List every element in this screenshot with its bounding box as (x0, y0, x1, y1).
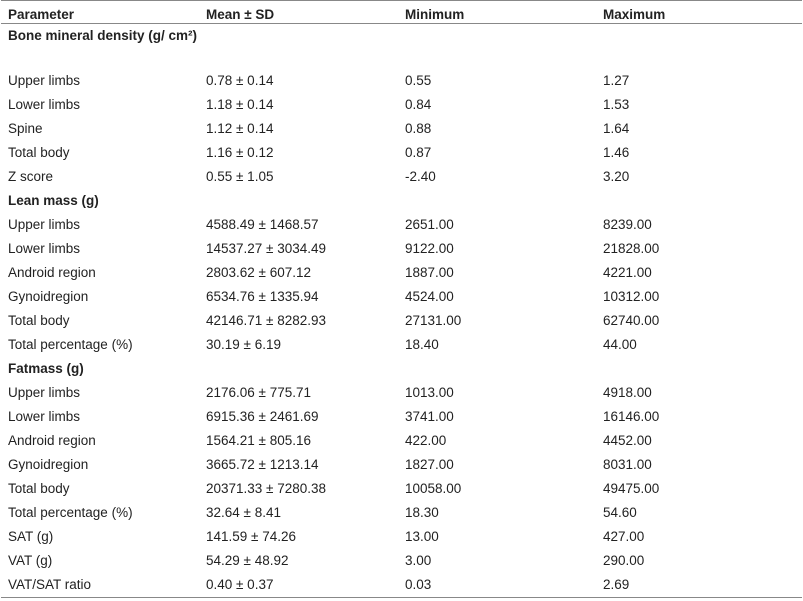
cell-parameter: Total percentage (%) (8, 337, 133, 352)
cell-mean-sd: 4588.49 ± 1468.57 (206, 217, 319, 232)
table-row (1, 501, 802, 525)
cell-parameter: Gynoidregion (8, 457, 89, 472)
cell-maximum: 4221.00 (603, 265, 652, 280)
empty-cell (199, 357, 398, 381)
cell-mean-sd: 6534.76 ± 1335.94 (206, 289, 319, 304)
cell-parameter: Gynoidregion (8, 289, 89, 304)
body-composition-table (1, 0, 802, 598)
cell-maximum: 8239.00 (603, 217, 652, 232)
cell-maximum: 16146.00 (603, 409, 660, 424)
table-body (1, 24, 802, 598)
cell-minimum: 0.55 (405, 73, 432, 88)
empty-cell (596, 24, 802, 70)
cell-parameter: Lower limbs (8, 409, 81, 424)
cell-mean-sd: 1.16 ± 0.12 (206, 145, 274, 160)
header-mean-sd: Mean ± SD (199, 1, 398, 24)
cell-maximum: 49475.00 (603, 481, 660, 496)
cell-mean-sd: 1.18 ± 0.14 (206, 97, 274, 112)
cell-parameter: SAT (g) (8, 529, 54, 544)
cell-mean-sd: 20371.33 ± 7280.38 (206, 481, 327, 496)
table-row (1, 309, 802, 333)
empty-cell (199, 24, 398, 70)
cell-maximum: 290.00 (603, 553, 645, 568)
cell-parameter: Android region (8, 433, 96, 448)
table-row (1, 525, 802, 549)
table-row (1, 333, 802, 357)
cell-mean-sd: 0.40 ± 0.37 (199, 573, 398, 598)
cell-parameter: Lower limbs (8, 97, 81, 112)
cell-mean-sd: 6915.36 ± 2461.69 (206, 409, 319, 424)
table-row (1, 285, 802, 309)
cell-minimum: 0.88 (405, 121, 432, 136)
cell-mean-sd: 14537.27 ± 3034.49 (206, 241, 327, 256)
cell-maximum: 1.27 (603, 73, 630, 88)
cell-maximum: 8031.00 (603, 457, 652, 472)
cell-maximum: 54.60 (603, 505, 637, 520)
cell-minimum: 3.00 (405, 553, 432, 568)
cell-minimum: -2.40 (405, 169, 436, 184)
cell-maximum: 4918.00 (603, 385, 652, 400)
cell-maximum: 1.46 (603, 145, 630, 160)
cell-maximum: 3.20 (603, 169, 630, 184)
table-row (1, 405, 802, 429)
table-row (1, 93, 802, 117)
group-title: Lean mass (g) (8, 193, 99, 208)
cell-parameter: Total body (8, 481, 70, 496)
cell-mean-sd: 0.55 ± 1.05 (206, 169, 274, 184)
cell-mean-sd: 1564.21 ± 805.16 (206, 433, 312, 448)
header-row (1, 1, 802, 24)
cell-parameter: Upper limbs (8, 385, 81, 400)
cell-minimum: 0.87 (405, 145, 432, 160)
table-row (1, 573, 802, 598)
cell-minimum: 13.00 (405, 529, 439, 544)
cell-parameter: Upper limbs (8, 73, 81, 88)
cell-mean-sd: 2803.62 ± 607.12 (206, 265, 312, 280)
cell-minimum: 18.30 (405, 505, 439, 520)
header-minimum: Minimum (398, 1, 596, 24)
empty-cell (199, 189, 398, 213)
cell-maximum: 21828.00 (603, 241, 660, 256)
cell-maximum: 1.53 (603, 97, 630, 112)
table-row (1, 117, 802, 141)
cell-maximum: 427.00 (603, 529, 645, 544)
group-title: Bone mineral density (g/ cm²) (8, 28, 198, 43)
cell-parameter: Z score (8, 169, 54, 184)
cell-mean-sd: 0.78 ± 0.14 (206, 73, 274, 88)
cell-minimum: 18.40 (405, 337, 439, 352)
table-row (1, 237, 802, 261)
empty-cell (398, 24, 596, 70)
cell-minimum: 1013.00 (405, 385, 454, 400)
cell-mean-sd: 2176.06 ± 775.71 (206, 385, 312, 400)
header-parameter: Parameter (1, 1, 199, 24)
cell-minimum: 3741.00 (405, 409, 454, 424)
cell-parameter: Total body (8, 313, 70, 328)
cell-minimum: 4524.00 (405, 289, 454, 304)
header-maximum: Maximum (596, 1, 802, 24)
cell-minimum: 1887.00 (405, 265, 454, 280)
cell-minimum: 9122.00 (405, 241, 454, 256)
cell-parameter: VAT (g) (8, 553, 53, 568)
cell-maximum: 44.00 (603, 337, 637, 352)
cell-parameter: Spine (8, 121, 43, 136)
cell-maximum: 62740.00 (603, 313, 660, 328)
group-header-row (1, 24, 802, 70)
cell-mean-sd: 3665.72 ± 1213.14 (206, 457, 319, 472)
table-row (1, 261, 802, 285)
cell-mean-sd: 42146.71 ± 8282.93 (206, 313, 327, 328)
cell-mean-sd: 32.64 ± 8.41 (206, 505, 281, 520)
cell-parameter: Total percentage (%) (8, 505, 133, 520)
group-header-row (1, 189, 802, 213)
cell-parameter: Upper limbs (8, 217, 81, 232)
cell-maximum: 10312.00 (603, 289, 660, 304)
cell-maximum: 2.69 (596, 573, 802, 598)
group-title: Fatmass (g) (8, 361, 84, 376)
cell-parameter: Total body (8, 145, 70, 160)
table-row (1, 381, 802, 405)
table-row (1, 213, 802, 237)
empty-cell (398, 189, 596, 213)
cell-minimum: 422.00 (405, 433, 447, 448)
table-row (1, 549, 802, 573)
table-row (1, 477, 802, 501)
table-row (1, 165, 802, 189)
empty-cell (596, 189, 802, 213)
cell-parameter: Android region (8, 265, 96, 280)
empty-cell (398, 357, 596, 381)
cell-minimum: 0.84 (405, 97, 432, 112)
cell-parameter: VAT/SAT ratio (1, 573, 199, 598)
empty-cell (596, 357, 802, 381)
group-header-row (1, 357, 802, 381)
cell-mean-sd: 30.19 ± 6.19 (206, 337, 281, 352)
cell-maximum: 4452.00 (603, 433, 652, 448)
table-row (1, 429, 802, 453)
cell-parameter: Lower limbs (8, 241, 81, 256)
cell-minimum: 2651.00 (405, 217, 454, 232)
cell-minimum: 1827.00 (405, 457, 454, 472)
cell-mean-sd: 141.59 ± 74.26 (206, 529, 296, 544)
table-row (1, 141, 802, 165)
cell-mean-sd: 54.29 ± 48.92 (206, 553, 289, 568)
cell-maximum: 1.64 (603, 121, 630, 136)
cell-minimum: 0.03 (398, 573, 596, 598)
table-row (1, 453, 802, 477)
table-row (1, 69, 802, 93)
cell-minimum: 27131.00 (405, 313, 462, 328)
cell-mean-sd: 1.12 ± 0.14 (206, 121, 274, 136)
cell-minimum: 10058.00 (405, 481, 462, 496)
